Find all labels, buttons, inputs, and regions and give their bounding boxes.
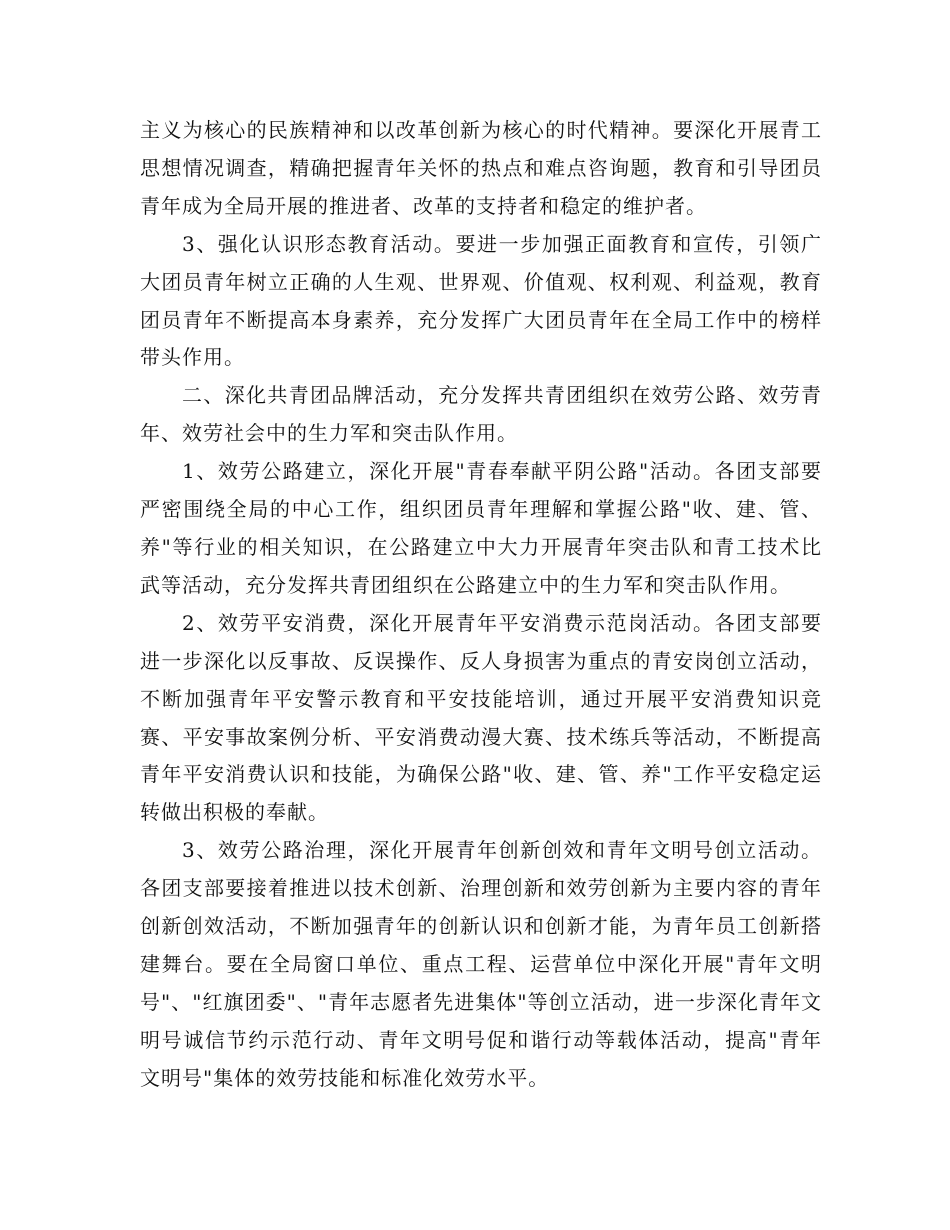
document-body <box>140 112 822 1098</box>
body-paragraph: 1、效劳公路建立，深化开展"青春奉献平阴公路"活动。各团支部要严密围绕全局的中心工作，组织团员青年理解和掌握公路"收、建、管、养"等行业的相关知识，在公路建立中大力开展青年突击队和青工技术比武等活动，充分发挥共青团组织在公路建立中的生力军和突击队作用。 <box>140 459 822 597</box>
body-paragraph: 主义为核心的民族精神和以改革创新为核心的时代精神。要深化开展青工思想情况调查，精确把握青年关怀的热点和难点咨询题，教育和引导团员青年成为全局开展的推进者、改革的支持者和稳定的维护者。 <box>140 118 822 218</box>
body-paragraph: 3、效劳公路治理，深化开展青年创新创效和青年文明号创立活动。各团支部要接着推进以技术创新、治理创新和效劳创新为主要内容的青年创新创效活动，不断加强青年的创新认识和创新才能，为青年员工创新搭建舞台。要在全局窗口单位、重点工程、运营单位中深化开展"青年文明号"、"红旗团委"、"青年志愿者先进集体"等创立活动，进一步深化青年文明号诚信节约示范行动、青年文明号促和谐行动等载体活动，提高"青年文明号"集体的效劳技能和标准化效劳水平。 <box>140 838 822 1090</box>
body-paragraph: 2、效劳平安消费，深化开展青年平安消费示范岗活动。各团支部要进一步深化以反事故、反误操作、反人身损害为重点的青安岗创立活动，不断加强青年平安警示教育和平安技能培训，通过开展平安消费知识竞赛、平安事故案例分析、平安消费动漫大赛、技术练兵等活动，不断提高青年平安消费认识和技能，为确保公路"收、建、管、养"工作平安稳定运转做出积极的奉献。 <box>140 610 822 825</box>
body-paragraph: 3、强化认识形态教育活动。要进一步加强正面教育和宣传，引领广大团员青年树立正确的人生观、世界观、价值观、权利观、利益观，教育团员青年不断提高本身素养，充分发挥广大团员青年在全局工作中的榜样带头作用。 <box>140 231 822 370</box>
section-heading-paragraph: 二、深化共青团品牌活动，充分发挥共青团组织在效劳公路、效劳青年、效劳社会中的生力军和突击队作用。 <box>140 383 822 446</box>
